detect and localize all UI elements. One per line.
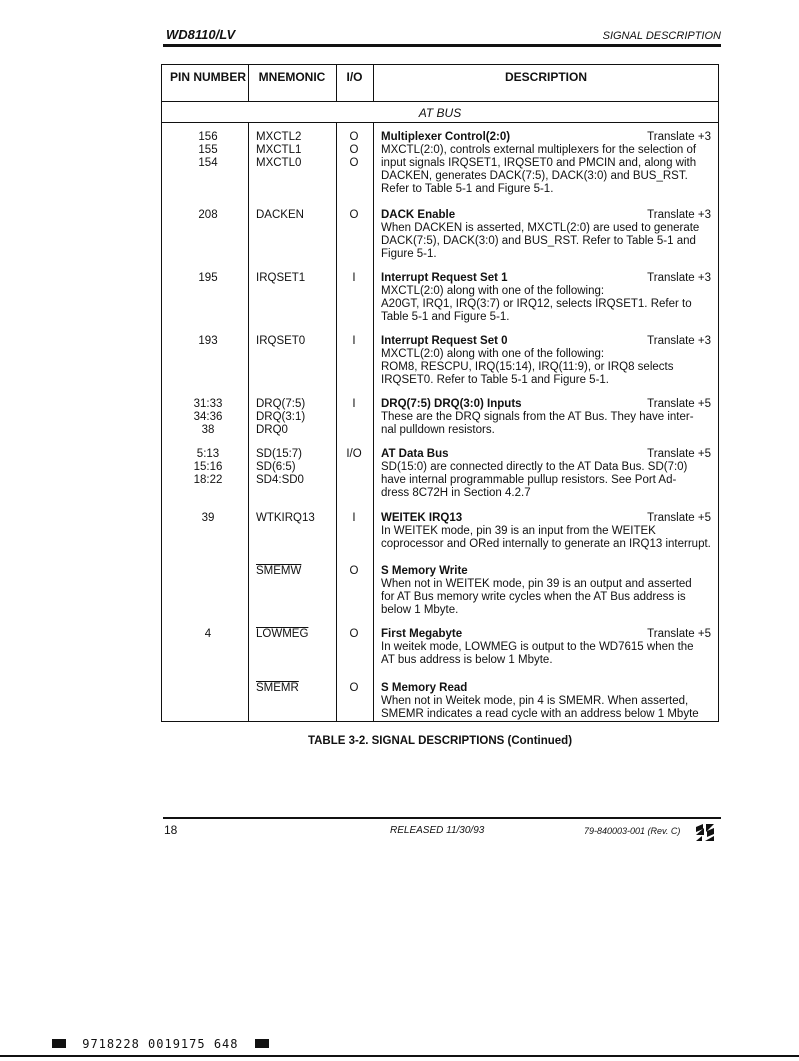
pin-number: 156 [198, 131, 218, 143]
page-number: 18 [164, 823, 178, 837]
bottom-rule [0, 1055, 799, 1057]
mnemonic: IRQSET0 [256, 335, 306, 347]
description-title-row [381, 512, 711, 525]
pin-number: 4 [204, 628, 212, 640]
io-value: I [352, 512, 356, 524]
pin-number: 31:33 [193, 398, 223, 410]
signal-title: S Memory Write [381, 565, 468, 577]
signal-title: Multiplexer Control(2:0) [381, 131, 511, 143]
mnemonic-cell [256, 272, 336, 285]
barcode-block [52, 1039, 66, 1048]
translate-value: Translate +3 [647, 209, 711, 221]
description-line: Table 5-1 and Figure 5-1. [381, 311, 510, 323]
description-title-row [381, 682, 711, 695]
description-title-row [381, 209, 711, 222]
description-line: DACKEN, generates DACK(7:5), DACK(3:0) and BUS_RST. [381, 170, 688, 182]
mnemonic: MXCTL1 [256, 144, 302, 156]
mnemonic-cell [256, 335, 336, 348]
description-line: input signals IRQSET1, IRQSET0 and PMCIN and, along with [381, 157, 697, 169]
description-cell [381, 209, 711, 261]
mnemonic: SD(6:5) [256, 461, 296, 473]
mnemonic-cell [256, 131, 336, 170]
mnemonic-cell [256, 682, 336, 695]
pin-number: 38 [201, 424, 215, 436]
mnemonic: LOWMEG [256, 628, 309, 640]
pin-cell [166, 131, 250, 170]
mnemonic: SMEMW [256, 565, 302, 577]
description-title-row [381, 131, 711, 144]
io-value: O [349, 131, 359, 143]
pin-number: 5:13 [196, 448, 220, 460]
description-line: AT bus address is below 1 Mbyte. [381, 654, 553, 666]
pin-cell [166, 448, 250, 487]
pin-cell [166, 335, 250, 348]
description-line: In WEITEK mode, pin 39 is an input from the WEITEK [381, 525, 656, 537]
translate-value: Translate +5 [647, 512, 711, 524]
description-line: SD(15:0) are connected directly to the AT Data Bus. SD(7:0) [381, 461, 688, 473]
io-value: I/O [346, 448, 362, 460]
description-line: These are the DRQ signals from the AT Bus. They have inter- [381, 411, 694, 423]
description-line: DACK(7:5), DACK(3:0) and BUS_RST. Refer to Table 5-1 and [381, 235, 696, 247]
signal-table [161, 64, 719, 722]
translate-value: Translate +5 [647, 628, 711, 640]
document-number: 79-840003-001 (Rev. C) [584, 826, 681, 836]
description-cell [381, 628, 711, 667]
io-cell [334, 209, 374, 222]
barcode-block [255, 1039, 269, 1048]
description-cell [381, 448, 711, 500]
pin-number: 18:22 [193, 474, 223, 486]
description-line: dress 8C72H in Section 4.2.7 [381, 487, 531, 499]
pin-number: 195 [198, 272, 218, 284]
pin-number: 154 [198, 157, 218, 169]
header-io: I/O [346, 70, 363, 84]
pin-cell [166, 272, 250, 285]
mnemonic: MXCTL2 [256, 131, 302, 143]
io-cell [334, 272, 374, 285]
description-cell [381, 398, 711, 437]
mnemonic-cell [256, 448, 336, 487]
mnemonic: WTKIRQ13 [256, 512, 315, 524]
description-line: Figure 5-1. [381, 248, 437, 260]
description-line: A20GT, IRQ1, IRQ(3:7) or IRQ12, selects IRQSET1. Refer to [381, 298, 692, 310]
mnemonic-cell [256, 565, 336, 578]
mnemonic-cell [256, 209, 336, 222]
description-cell [381, 512, 711, 551]
header-pin-number: PIN NUMBER [169, 70, 246, 84]
description-line: have internal programmable pullup resistors. See Port Ad- [381, 474, 677, 486]
footer-rule [163, 817, 721, 819]
description-line: SMEMR indicates a read cycle with an address below 1 Mbyte [381, 708, 699, 720]
pin-number: 208 [198, 209, 218, 221]
description-line: In weitek mode, LOWMEG is output to the WD7615 when the [381, 641, 694, 653]
description-line: When not in Weitek mode, pin 4 is SMEMR. When asserted, [381, 695, 689, 707]
io-value: I [352, 335, 356, 347]
io-value: O [349, 565, 359, 577]
translate-value: Translate +3 [647, 272, 711, 284]
signal-title: DACK Enable [381, 209, 456, 221]
translate-value: Translate +3 [647, 335, 711, 347]
mnemonic-cell [256, 628, 336, 641]
description-cell [381, 682, 711, 721]
signal-title: Interrupt Request Set 1 [381, 272, 508, 284]
signal-title: S Memory Read [381, 682, 468, 694]
translate-value: Translate +3 [647, 131, 711, 143]
mnemonic: DACKEN [256, 209, 304, 221]
header-product: WD8110/LV [166, 27, 236, 42]
mnemonic: SD(15:7) [256, 448, 303, 460]
io-cell [334, 628, 374, 641]
description-title-row [381, 448, 711, 461]
io-value: I [352, 398, 356, 410]
description-line: MXCTL(2:0), controls external multiplexers for the selection of [381, 144, 697, 156]
description-line: below 1 Mbyte. [381, 604, 459, 616]
pin-cell [166, 628, 250, 641]
pin-cell [166, 512, 250, 525]
barcode-line [52, 1036, 269, 1051]
description-line: nal pulldown resistors. [381, 424, 495, 436]
signal-title: DRQ(7:5) DRQ(3:0) Inputs [381, 398, 522, 410]
mnemonic: DRQ(7:5) [256, 398, 306, 410]
description-title-row [381, 335, 711, 348]
wd-logo-icon [694, 823, 716, 843]
release-date: RELEASED 11/30/93 [390, 825, 485, 836]
description-cell [381, 565, 711, 617]
io-value: O [349, 144, 359, 156]
io-cell [334, 335, 374, 348]
description-line: Refer to Table 5-1 and Figure 5-1. [381, 183, 554, 195]
header-rule [163, 44, 721, 47]
signal-title: WEITEK IRQ13 [381, 512, 463, 524]
description-title-row [381, 272, 711, 285]
header-description: DESCRIPTION [504, 70, 587, 84]
mnemonic: SD4:SD0 [256, 474, 304, 486]
translate-value: Translate +5 [647, 448, 711, 460]
description-title-row [381, 565, 711, 578]
description-line: MXCTL(2:0) along with one of the following: [381, 348, 605, 360]
io-cell [334, 448, 374, 461]
row-divider [162, 101, 718, 102]
pin-number: 15:16 [193, 461, 223, 473]
io-value: O [349, 157, 359, 169]
description-cell [381, 272, 711, 324]
pin-number: 39 [201, 512, 215, 524]
io-value: I [352, 272, 356, 284]
mnemonic: MXCTL0 [256, 157, 302, 169]
description-line: coprocessor and ORed internally to generate an IRQ13 interrupt. [381, 538, 711, 550]
section-label: AT BUS [418, 106, 462, 120]
mnemonic: DRQ0 [256, 424, 288, 436]
header-mnemonic: MNEMONIC [258, 70, 326, 84]
pin-number: 155 [198, 144, 218, 156]
mnemonic: SMEMR [256, 682, 299, 694]
mnemonic: IRQSET1 [256, 272, 306, 284]
io-cell [334, 565, 374, 578]
pin-number: 193 [198, 335, 218, 347]
signal-title: First Megabyte [381, 628, 463, 640]
mnemonic: DRQ(3:1) [256, 411, 306, 423]
io-value: O [349, 628, 359, 640]
pin-number: 34:36 [193, 411, 223, 423]
description-line: ROM8, RESCPU, IRQ(15:14), IRQ(11:9), or IRQ8 selects [381, 361, 674, 373]
pin-cell [166, 398, 250, 437]
description-cell [381, 131, 711, 196]
io-cell [334, 682, 374, 695]
header-section: SIGNAL DESCRIPTION [602, 30, 721, 42]
description-line: IRQSET0. Refer to Table 5-1 and Figure 5-1. [381, 374, 609, 386]
description-title-row [381, 628, 711, 641]
io-cell [334, 512, 374, 525]
io-cell [334, 398, 374, 411]
description-line: When DACKEN is asserted, MXCTL(2:0) are used to generate [381, 222, 700, 234]
io-value: O [349, 209, 359, 221]
mnemonic-cell [256, 512, 336, 525]
row-divider [162, 122, 718, 123]
mnemonic-cell [256, 398, 336, 437]
description-line: MXCTL(2:0) along with one of the following: [381, 285, 605, 297]
io-cell [334, 131, 374, 170]
description-line: for AT Bus memory write cycles when the AT Bus address is [381, 591, 686, 603]
signal-title: AT Data Bus [381, 448, 449, 460]
io-value: O [349, 682, 359, 694]
pin-cell [166, 209, 250, 222]
barcode-text: 9718228 0019175 648 [82, 1036, 239, 1051]
signal-title: Interrupt Request Set 0 [381, 335, 508, 347]
description-cell [381, 335, 711, 387]
description-title-row [381, 398, 711, 411]
translate-value: Translate +5 [647, 398, 711, 410]
description-line: When not in WEITEK mode, pin 39 is an output and asserted [381, 578, 692, 590]
table-caption: TABLE 3-2. SIGNAL DESCRIPTIONS (Continued) [307, 735, 573, 747]
